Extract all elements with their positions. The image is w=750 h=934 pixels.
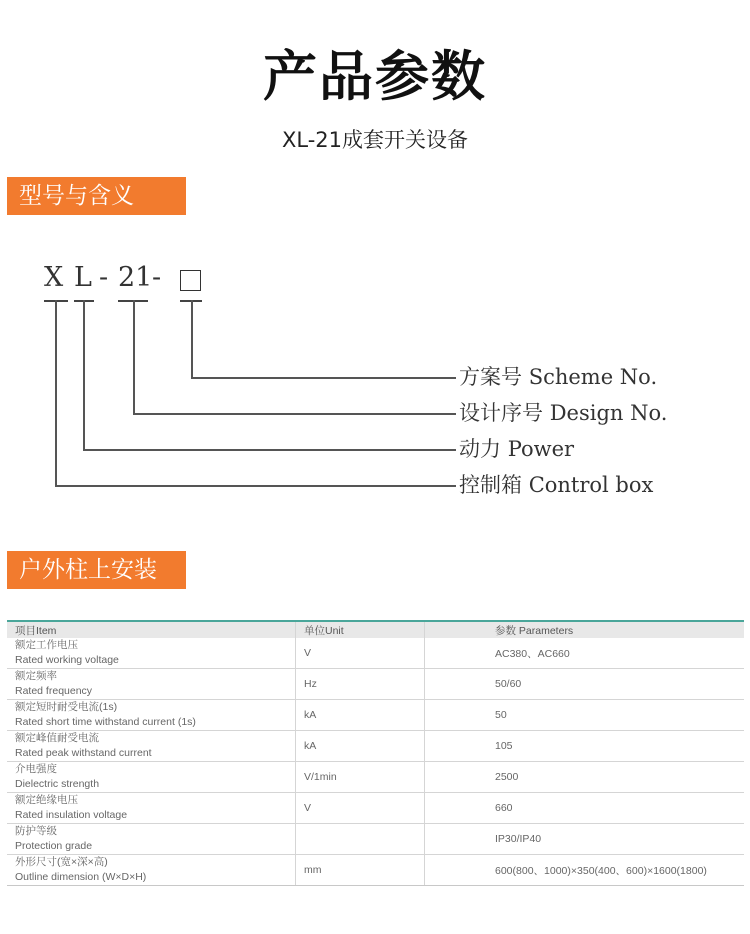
connector-scheme-vertical: [191, 300, 193, 377]
unit-cell: kA: [296, 731, 425, 762]
table-row: [7, 669, 744, 700]
unit-cell: [296, 824, 425, 855]
legend-control-box-en: Control box: [528, 473, 654, 497]
section-heading-model-meaning: 型号与含义: [7, 177, 186, 215]
table-row: [7, 638, 744, 669]
item-cn: 额定短时耐受电流(1s): [15, 701, 118, 713]
legend-design-no-cn: 设计序号: [459, 401, 543, 425]
unit-cell: mm: [296, 855, 425, 886]
table-row: [7, 731, 744, 762]
item-en: Protection grade: [15, 840, 93, 852]
code-char-x: X: [44, 262, 64, 293]
item-cn: 防护等级: [15, 825, 57, 837]
parameters-table: [7, 620, 744, 886]
item-cn: 额定绝缘电压: [15, 794, 78, 806]
header-item: 项目Item: [7, 621, 296, 638]
item-cell: [7, 700, 296, 731]
value-cell: 600(800、1000)×350(400、600)×1600(1800): [425, 855, 745, 886]
item-en: Rated short time withstand current (1s): [15, 716, 196, 728]
connector-control-vertical: [55, 300, 57, 485]
item-cell: [7, 638, 296, 669]
item-cell: [7, 669, 296, 700]
item-cell: [7, 793, 296, 824]
code-char-dash-1: -: [99, 262, 109, 293]
item-en: Outline dimension (W×D×H): [15, 871, 147, 883]
table-row: [7, 793, 744, 824]
value-cell: 660: [425, 793, 745, 824]
value-cell: 2500: [425, 762, 745, 793]
item-en: Rated frequency: [15, 685, 93, 697]
unit-cell: V: [296, 638, 425, 669]
legend-control-box: [459, 475, 653, 496]
legend-power-cn: 动力: [459, 437, 501, 461]
item-cell: [7, 731, 296, 762]
legend-control-box-cn: 控制箱: [459, 473, 522, 497]
page-title: 产品参数: [263, 45, 487, 108]
table-row: [7, 824, 744, 855]
connector-power-horizontal: [83, 449, 456, 451]
code-char-l: L: [74, 262, 92, 293]
connector-scheme-horizontal: [191, 377, 456, 379]
page-subtitle: XL-21成套开关设备: [281, 128, 468, 152]
item-en: Rated peak withstand current: [15, 747, 152, 759]
code-char-dash-2: -: [152, 262, 162, 293]
connector-control-horizontal: [55, 485, 456, 487]
connector-design-horizontal: [133, 413, 456, 415]
item-en: Dielectric strength: [15, 778, 100, 790]
table-row: [7, 762, 744, 793]
legend-design-no-en: Design No.: [549, 401, 668, 425]
item-cell: [7, 762, 296, 793]
item-cn: 额定频率: [15, 670, 57, 682]
value-cell: 50/60: [425, 669, 745, 700]
item-cell: [7, 824, 296, 855]
table-row: [7, 855, 744, 886]
value-cell: AC380、AC660: [425, 638, 745, 669]
item-cn: 额定峰值耐受电流: [15, 732, 99, 744]
legend-design-no: [459, 403, 667, 424]
unit-cell: V: [296, 793, 425, 824]
legend-scheme-no-cn: 方案号: [459, 365, 522, 389]
header-unit: 单位Unit: [296, 621, 425, 638]
item-cn: 额定工作电压: [15, 639, 78, 651]
table-row: [7, 700, 744, 731]
legend-power-en: Power: [507, 437, 575, 461]
value-cell: 105: [425, 731, 745, 762]
header-parameters: 参数 Parameters: [425, 621, 745, 638]
legend-scheme-no-en: Scheme No.: [528, 365, 658, 389]
legend-scheme-no: [459, 367, 657, 388]
connector-design-vertical: [133, 300, 135, 413]
section-heading-outdoor-pole-mount: 户外柱上安装: [7, 551, 186, 589]
value-cell: 50: [425, 700, 745, 731]
item-cn: 介电强度: [15, 763, 57, 775]
item-en: Rated insulation voltage: [15, 809, 128, 821]
item-cell: [7, 855, 296, 886]
value-cell: IP30/IP40: [425, 824, 745, 855]
code-char-21: 21: [118, 262, 153, 293]
code-placeholder-box: [180, 270, 201, 291]
legend-power: [459, 439, 574, 460]
item-en: Rated working voltage: [15, 654, 119, 666]
table-header-row: [7, 621, 744, 638]
item-cn: 外形尺寸(宽×深×高): [15, 856, 108, 868]
unit-cell: V/1min: [296, 762, 425, 793]
unit-cell: Hz: [296, 669, 425, 700]
unit-cell: kA: [296, 700, 425, 731]
connector-power-vertical: [83, 300, 85, 449]
